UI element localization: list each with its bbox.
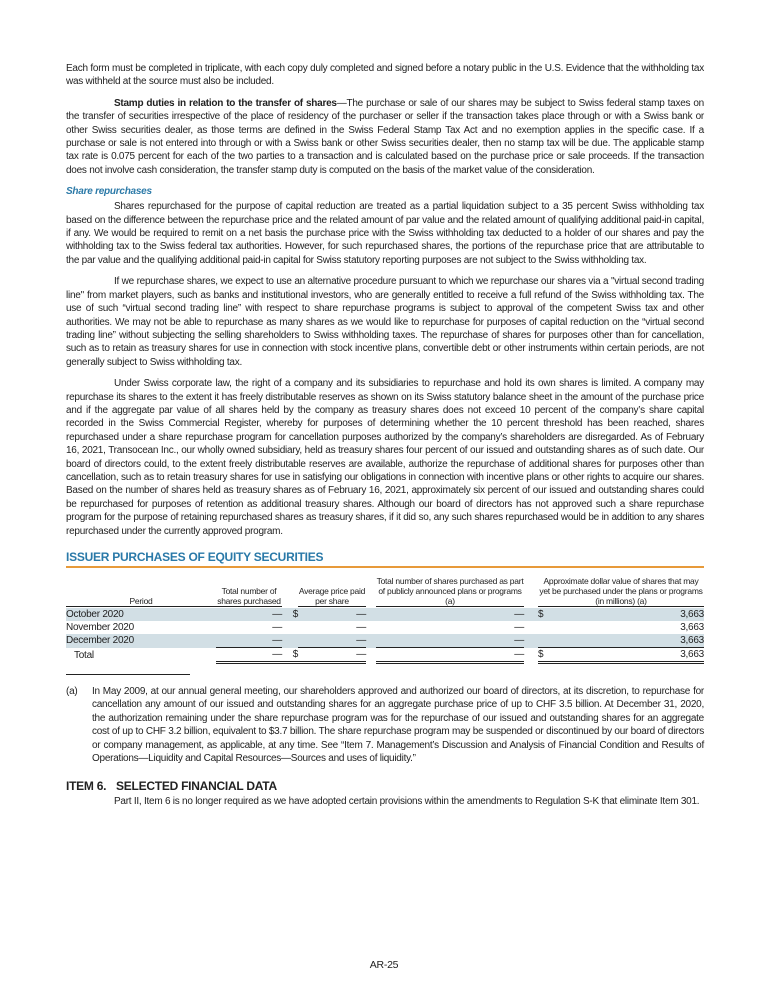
row-dollar-value: 3,663: [680, 622, 704, 633]
paragraph-virtual-trading-line: If we repurchase shares, we expect to use an alternative procedure pursuant to which we repurchase our shares via a "virtual second trading line" from market players, such as banks and institutional investors, who are generally entitled to receive a full refund of the Swiss withholding tax. The use of such “virtual second trading line” with respect to share repurchase programs is subject to approval of the competent Swiss tax and other authorities. We may not be able to repurchase as many shares as we would like to repurchase for purposes of capital reduction on the “virtual second trading line” without subjecting the selling shareholders to Swiss withholding taxes. The repurchase of shares for purposes other than for cancellation, such as to retain as treasury shares for use in connection with stock incentive plans, convertible debt or other instruments within certain periods, are not generally subject to Swiss withholding tax.: [66, 276, 704, 368]
row-total-shares: —: [216, 648, 282, 663]
row-dollar-sign: $: [282, 608, 298, 621]
row-dollar-value: 3,663: [554, 608, 704, 621]
row-dollar-value: 3,663: [554, 634, 704, 648]
row-period: October 2020: [66, 608, 216, 621]
row-dollar-sign: [538, 634, 554, 648]
row-average-price: —: [298, 608, 366, 621]
paragraph-form-triplicate: Each form must be completed in triplicate, with each copy duly completed and signed before a notary public in the U.S. Evidence that the withholding tax was withheld at the source must also be included.: [66, 63, 704, 88]
paragraph-stamp-duties: [66, 97, 704, 177]
paragraph-swiss-corporate-law: Under Swiss corporate law, the right of a company and its subsidiaries to repurchase and hold its own shares is limited. A company may repurchase its shares to the extent it has freely distributable reserves as shown on its Swiss statutory balance sheet in the amount of the purchase price and if the aggregate par value of all shares held by the company as treasury shares does not exceed 10 percent of the company’s share capital recorded in the Swiss Commercial Register, whereby for purposes of determining whether the 10 percent threshold has been reached, shares repurchased under a share repurchase program for cancellation purposes authorized by the company’s shareholders are disregarded. As of February 16, 2021, Transocean Inc., our wholly owned subsidiary, held as treasury shares four percent of our issued and outstanding shares as of such date. Our board of directors could, to the extent freely distributable reserves are available, authorize the repurchase of additional shares for purposes other than cancellation, such as to retain treasury shares for use in satisfying our obligations in connection with incentive plans or other rights to acquire our shares. Based on the number of shares held as treasury shares as of February 16, 2021, approximately six percent of our issued and outstanding shares could be repurchased for purposes of retention as additional treasury shares. Although our board of directors has not approved such a share repurchase program for the purpose of retaining repurchased shares as treasury shares, if it did so, any such shares repurchased would be in addition to any shares repurchased under the currently approved program.: [66, 378, 704, 537]
footnote-text: In May 2009, at our annual general meeting, our shareholders approved and authorized our board of directors, at its discretion, to repurchase for cancellation any amount of our issued and outstanding shares for an aggregate purchase price of up to CHF 3.5 billion. At December 31, 2020, the authorization remaining under the share repurchase program was for the repurchase of our issued and outstanding shares for an aggregate cost of up to CHF 3.2 billion, equivalent to $3.7 billion. The share repurchase program may be suspended or discontinued by our board of directors or company management, as applicable, at any time. See “Item 7. Management’s Discussion and Analysis of Financial Condition and Results of Operations—Liquidity and Capital Resources—Sources and uses of liquidity.”: [92, 686, 704, 765]
header-average-price: Average price paid per share: [298, 586, 366, 606]
row-total-shares: —: [216, 634, 282, 648]
row-dollar-sign: [538, 621, 554, 634]
row-dollar-value: 3,663: [554, 648, 704, 663]
row-average-price: —: [356, 622, 366, 633]
item6-heading: [66, 779, 704, 793]
stamp-duties-heading: Stamp duties in relation to the transfer of shares: [114, 97, 337, 109]
table-row: [66, 608, 704, 621]
table-total-row: [66, 648, 704, 663]
share-repurchases-heading: Share repurchases: [66, 186, 152, 198]
stamp-duties-text: —The purchase or sale of our shares may be subject to Swiss federal stamp taxes on the transfer of securities irrespective of the place of residency of the purchaser or seller if the transaction takes place through or with a Swiss bank or other Swiss securities dealer, as those terms are defined in the Swiss Federal Stamp Tax Act and no exemption applies in the specific case. If a purchase or sale is not entered into through or with a Swiss bank or other Swiss securities dealer, then no stamp tax will be due. The applicable stamp tax rate is 0.075 percent for each of the two parties to a transaction and is calculated based on the purchase price or sale proceeds. If the transaction does not involve cash consideration, the transfer stamp duty is computed on the basis of the market value of the consideration.: [66, 97, 704, 176]
item6-paragraph: Part II, Item 6 is no longer required as we have adopted certain provisions within the amendments to Regulation S-K that eliminate Item 301.: [114, 796, 700, 808]
row-dollar-sign: [282, 634, 298, 648]
header-total-shares: Total number of shares purchased: [217, 586, 281, 606]
footnote: [66, 685, 704, 765]
row-total-shares: —: [272, 622, 282, 633]
paragraph-capital-reduction: Shares repurchased for the purpose of capital reduction are treated as a partial liquidation subject to a 35 percent Swiss withholding tax based on the difference between the repurchase price and the related amount of par value and the related amount of qualifying additional paid-in capital, if any. We would be required to remit on a net basis the purchase price with the Swiss withholding tax deducted to a holder of our shares and pay the withholding tax to the Swiss federal tax authorities. However, for such repurchased shares, the portions of the repurchase price that are attributable to the par value and the qualifying additional paid-in capital for Swiss statutory reporting purposes are not subject to the Swiss withholding tax.: [66, 201, 704, 266]
footnote-divider: [66, 674, 190, 675]
row-dollar-sign: $: [282, 648, 298, 663]
footnote-label: (a): [66, 686, 78, 697]
table-row: [66, 634, 704, 648]
row-average-price: —: [298, 648, 366, 663]
row-period: Total: [74, 649, 94, 661]
page-content: [66, 62, 704, 817]
row-plan-shares: —: [376, 608, 524, 621]
item6-title: SELECTED FINANCIAL DATA: [116, 779, 277, 794]
table-header-row: [66, 576, 704, 608]
header-shares-under-plans: Total number of shares purchased as part of publicly announced plans or programs (a): [376, 576, 524, 606]
item6-number: ITEM 6.: [66, 779, 107, 794]
table-row: [66, 621, 704, 634]
row-plan-shares: —: [376, 634, 524, 648]
header-period: Period: [66, 596, 216, 607]
row-plan-shares: —: [514, 622, 524, 633]
issuer-purchases-table: [66, 576, 704, 664]
row-dollar-sign: $: [538, 608, 554, 621]
row-plan-shares: —: [376, 648, 524, 663]
issuer-purchases-heading: ISSUER PURCHASES OF EQUITY SECURITIES: [66, 550, 704, 568]
row-period: November 2020: [66, 622, 134, 633]
row-average-price: —: [298, 634, 366, 648]
row-period: December 2020: [66, 634, 216, 648]
header-dollar-value: Approximate dollar value of shares that may yet be purchased under the plans or programs (in millions) (a): [539, 576, 703, 606]
row-dollar-sign: [282, 621, 298, 634]
row-total-shares: —: [216, 608, 282, 621]
row-dollar-sign: $: [538, 648, 554, 663]
page-number: AR-25: [369, 959, 399, 971]
